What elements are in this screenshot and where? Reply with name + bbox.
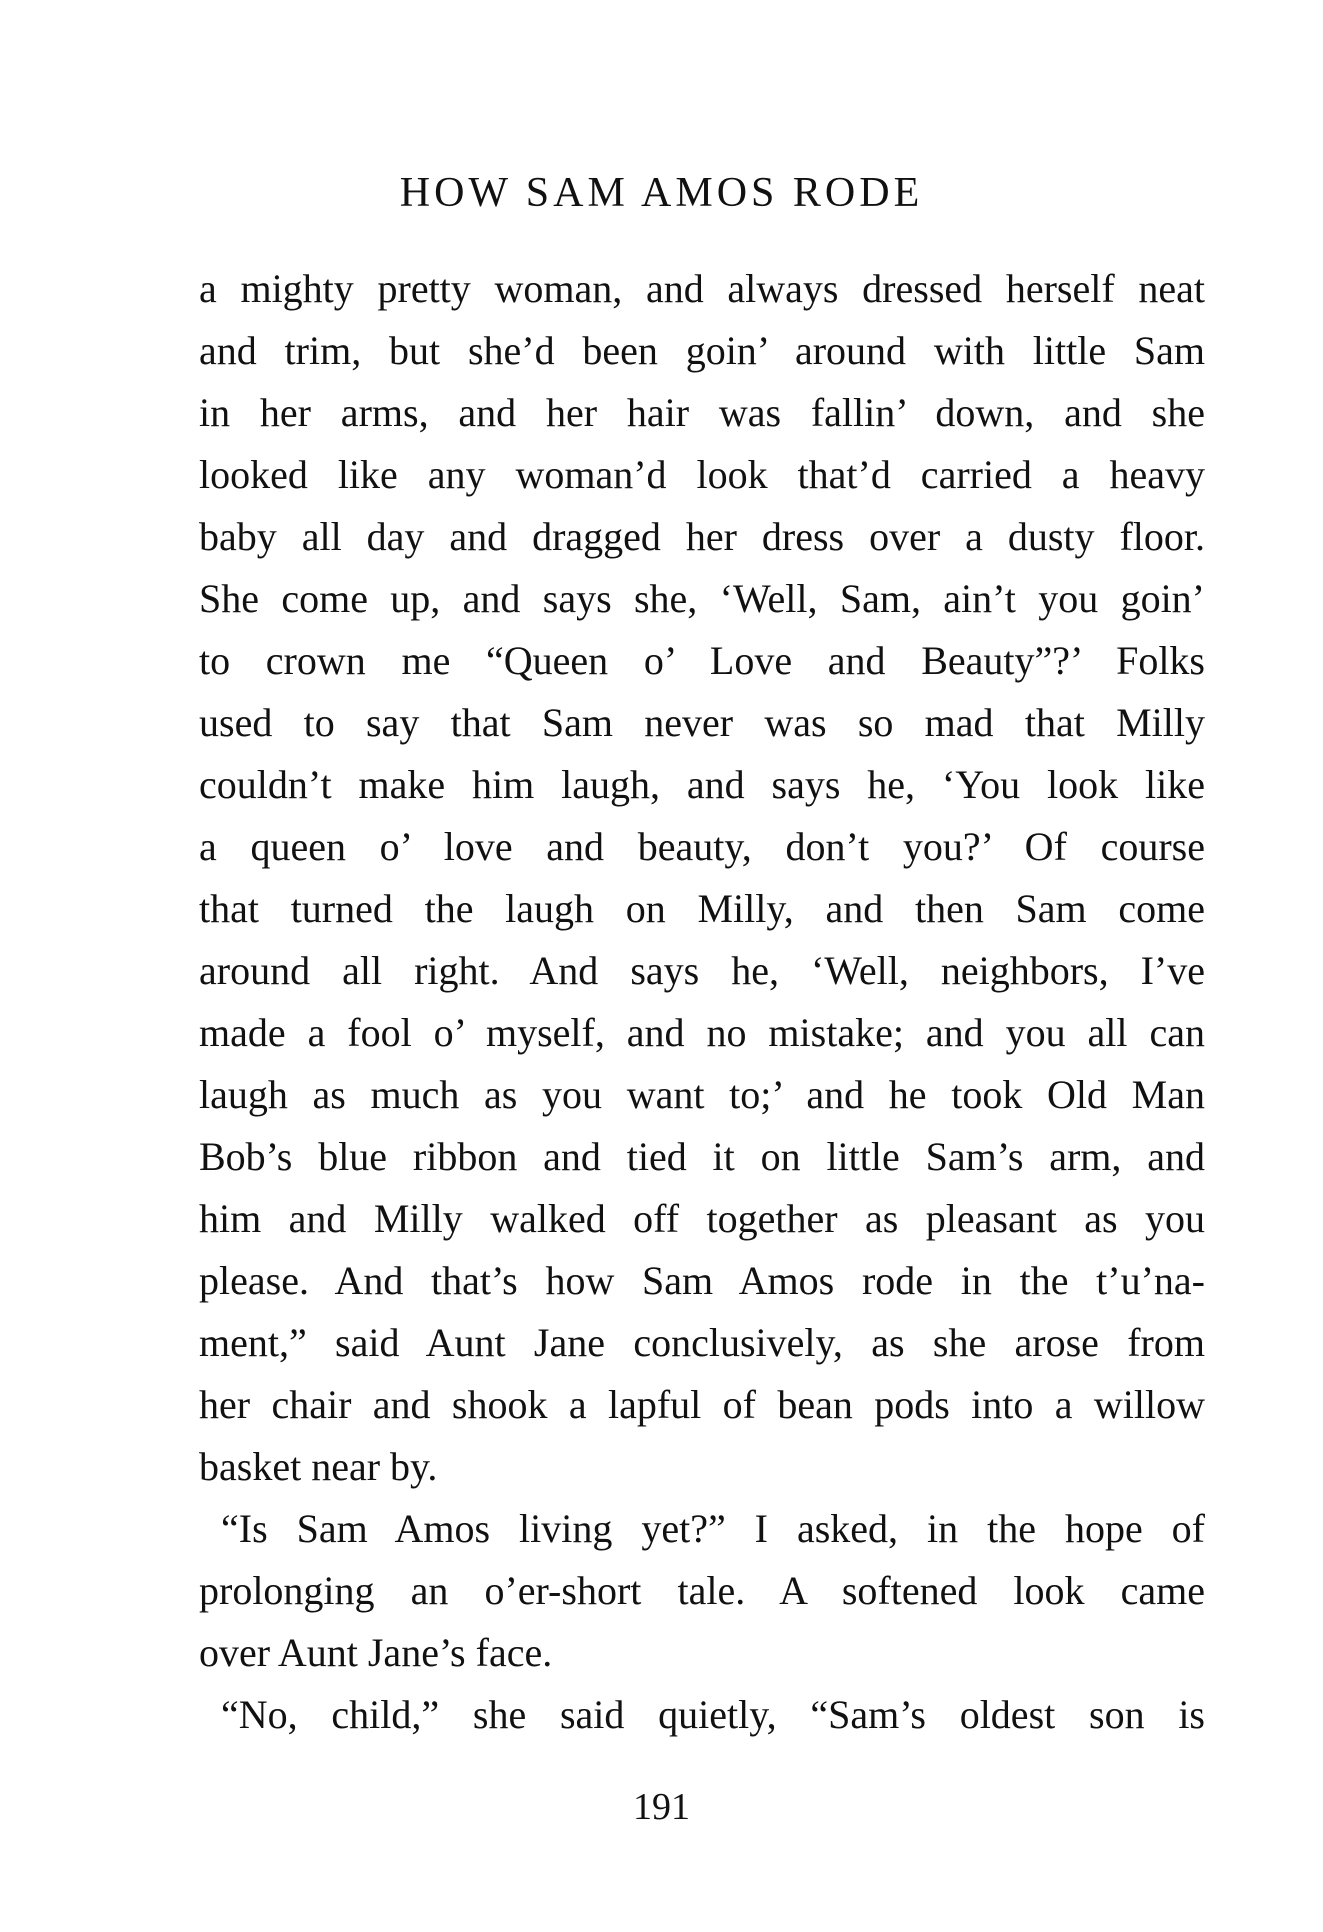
text-line: baby all day and dragged her dress over a dusty floor. — [199, 514, 1205, 559]
text-line: in her arms, and her hair was fallin’ down, and she — [199, 390, 1205, 435]
text-line: made a fool o’ myself, and no mistake; and you all can — [199, 1010, 1205, 1055]
text-line: ment,” said Aunt Jane conclusively, as she arose from — [199, 1320, 1205, 1365]
text-line: over Aunt Jane’s face. — [199, 1630, 553, 1675]
text-line: basket near by. — [199, 1444, 438, 1489]
text-line: looked like any woman’d look that’d carried a heavy — [199, 452, 1205, 497]
text-line: couldn’t make him laugh, and says he, ‘You look like — [199, 762, 1205, 807]
text-line: prolonging an o’er-short tale. A softened look came — [199, 1568, 1205, 1613]
text-line: a queen o’ love and beauty, don’t you?’ Of course — [199, 824, 1205, 869]
body-text — [199, 258, 1205, 1746]
text-line: that turned the laugh on Milly, and then Sam come — [199, 886, 1205, 931]
text-line: used to say that Sam never was so mad that Milly — [199, 700, 1205, 745]
text-line: She come up, and says she, ‘Well, Sam, ain’t you goin’ — [199, 576, 1205, 621]
text-line: to crown me “Queen o’ Love and Beauty”?’ Folks — [199, 638, 1205, 683]
text-line: a mighty pretty woman, and always dressed herself neat — [199, 266, 1205, 311]
text-line: “Is Sam Amos living yet?” I asked, in the hope of — [221, 1506, 1205, 1551]
text-line: her chair and shook a lapful of bean pods into a willow — [199, 1382, 1205, 1427]
text-line: please. And that’s how Sam Amos rode in the t’u’na- — [199, 1258, 1205, 1303]
text-line: Bob’s blue ribbon and tied it on little Sam’s arm, and — [199, 1134, 1205, 1179]
text-line: around all right. And says he, ‘Well, neighbors, I’ve — [199, 948, 1205, 993]
page-number: 191 — [633, 1786, 690, 1828]
running-head: HOW SAM AMOS RODE — [399, 170, 924, 216]
text-line: him and Milly walked off together as pleasant as you — [199, 1196, 1205, 1241]
text-line: “No, child,” she said quietly, “Sam’s oldest son is — [221, 1692, 1205, 1737]
text-line: laugh as much as you want to;’ and he took Old Man — [199, 1072, 1205, 1117]
text-line: and trim, but she’d been goin’ around with little Sam — [199, 328, 1205, 373]
